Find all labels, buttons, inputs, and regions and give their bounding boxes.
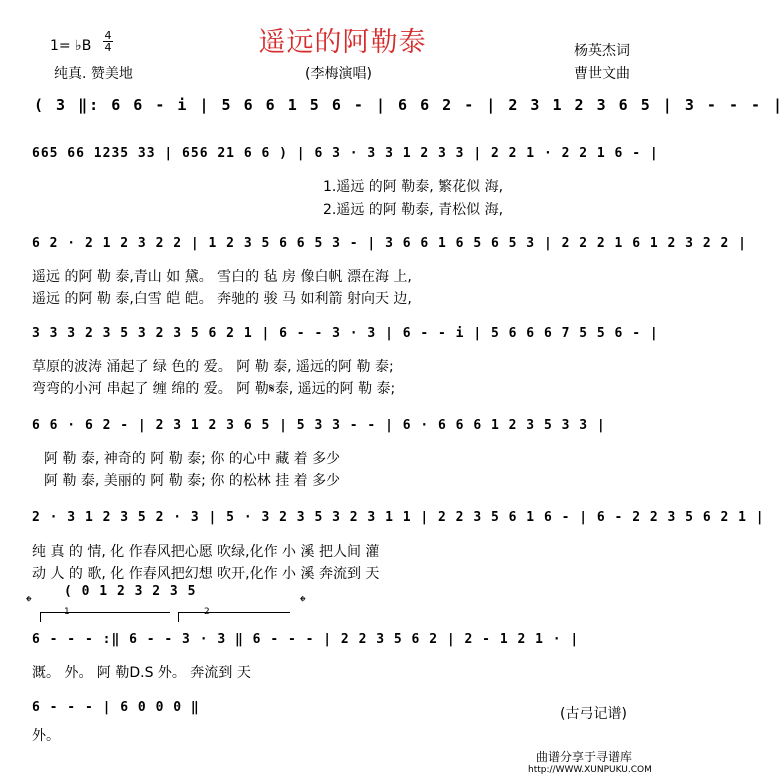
lyric-line-5-verse-2: 阿 勒 泰, 美丽的 阿 勒 泰; 你 的松林 挂 着 多少 xyxy=(44,473,341,489)
lyric-line-4-verse-1: 草原的波涛 涌起了 绿 色的 爱。 阿 勒 泰, 遥远的阿 勒 泰; xyxy=(32,359,394,375)
notes-line-2: 665 66 1235 33 | 656 21 6 6 ) | 6 3 · 3 3 1 2 3 3 | 2 2 1 · 2 2 1 6 - | xyxy=(32,146,659,161)
notes-line-7: 6 - - - :‖ 6 - - 3 · 3 ‖ 6 - - - | 2 2 3 5 6 2 | 2 - 1 2 1 · | xyxy=(32,632,580,647)
lyric-line-6-verse-2: 动 人 的 歌, 化 作春风把幻想 吹开,化作 小 溪 奔流到 天 xyxy=(32,566,380,582)
volta-1-bar xyxy=(40,612,170,613)
notes-line-8: 6 - - - | 6 0 0 0 ‖ xyxy=(32,700,200,715)
coda-sign-left: 𝄌 xyxy=(26,592,32,611)
expression-marking: 纯真. 赞美地 xyxy=(54,66,133,82)
lyric-line-4-verse-2: 弯弯的小河 串起了 缠 绵的 爱。 阿 勒𝄋泰, 遥远的阿 勒 泰; xyxy=(32,381,396,397)
lyric-line-3-verse-1: 遥远 的阿 勒 泰,青山 如 黛。 雪白的 毡 房 像白帆 漂在海 上, xyxy=(32,269,412,285)
lyric-line-7: 溉。 外。 阿 勒D.S 外。 奔流到 天 xyxy=(32,665,251,681)
volta-1-leg xyxy=(40,612,41,622)
lyric-line-5-verse-1: 阿 勒 泰, 神奇的 阿 勒 泰; 你 的心中 藏 着 多少 xyxy=(44,451,341,467)
notes-line-6: 2 · 3 1 2 3 5 2 · 3 | 5 · 3 2 3 5 3 2 3 1 1 | 2 2 3 5 6 1 6 - | 6 - 2 2 3 5 6 2 1 | xyxy=(32,510,765,525)
time-signature-top: 4 xyxy=(104,29,112,42)
lyric-line-2-verse-1: 1.遥远 的阿 勒泰, 繁花似 海, xyxy=(323,179,504,195)
song-title: 遥远的阿勒泰 xyxy=(258,27,427,58)
lyric-line-3-verse-2: 遥远 的阿 勒 泰,白雪 皑 皑。 奔驰的 骏 马 如利箭 射向天 边, xyxy=(32,291,412,307)
site-url[interactable]: http://WWW.XUNPUKU.COM xyxy=(528,765,652,775)
notation-credit: (古弓记谱) xyxy=(560,706,627,722)
notes-line-4: 3 3 3 2 3 5 3 2 3 5 6 2 1 | 6 - - 3 · 3 | 6 - - i | 5 6 6 6 7 5 5 6 - | xyxy=(32,326,659,341)
singer-credit: (李梅演唱) xyxy=(305,66,372,82)
composer-credit: 曹世文曲 xyxy=(574,66,630,82)
lyric-line-2-verse-2: 2.遥远 的阿 勒泰, 青松似 海, xyxy=(323,202,504,218)
lyricist-credit: 杨英杰词 xyxy=(574,43,630,59)
lyric-line-6-verse-1: 纯 真 的 情, 化 作春风把心愿 吹绿,化作 小 溪 把人间 灌 xyxy=(32,544,380,560)
score-line-1 xyxy=(0,96,784,134)
volta-2-bar xyxy=(178,612,290,613)
intro-phrase: ( 0 1 2 3 2 3 5 xyxy=(64,584,197,599)
site-name: 曲谱分享于寻谱库 xyxy=(536,750,633,764)
volta-2-leg xyxy=(178,612,179,622)
notes-line-3: 6 2 · 2 1 2 3 2 2 | 1 2 3 5 6 6 5 3 - | 3 6 6 1 6 5 6 5 3 | 2 2 2 1 6 1 2 3 2 2 | xyxy=(32,236,747,251)
notes-line-5: 6 6 · 6 2 - | 2 3 1 2 3 6 5 | 5 3 3 - - | 6 · 6 6 6 1 2 3 5 3 3 | xyxy=(32,418,606,433)
volta-1-number: 1 xyxy=(64,607,70,617)
key-signature: 1= ♭B xyxy=(50,38,92,54)
lyric-line-8: 外。 xyxy=(32,728,60,744)
notes-line-1: ( 3 ‖: 6 6 - i | 5 6 6 1 5 6 - | 6 6 2 - | 2 3 1 2 3 6 5 | 3 - - - | xyxy=(34,96,784,114)
volta-2-number: 2 xyxy=(204,607,210,617)
time-signature-bottom: 4 xyxy=(104,41,112,54)
coda-sign-right: 𝄌 xyxy=(300,592,306,611)
